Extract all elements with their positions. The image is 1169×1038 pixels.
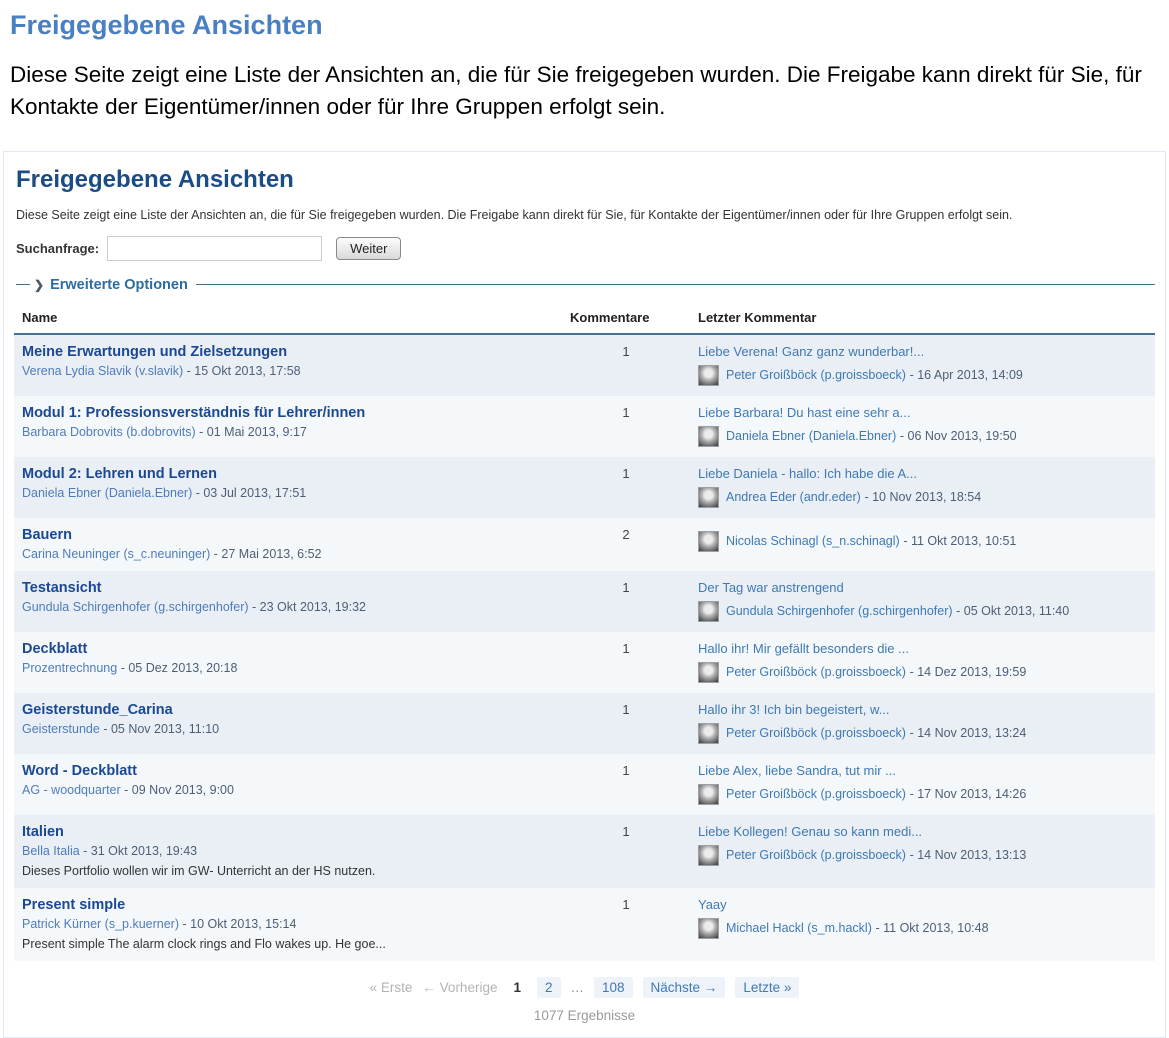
shared-views-table — [14, 303, 1155, 961]
table-row — [14, 571, 1155, 632]
column-header-last-comment: Letzter Kommentar — [690, 303, 1155, 334]
view-owner-link[interactable]: Carina Neuninger (s_c.neuninger) — [22, 546, 211, 561]
view-name-cell — [14, 571, 562, 632]
results-count: 1077 Ergebnisse — [533, 1007, 636, 1023]
last-comment-link[interactable]: Liebe Barbara! Du hast eine sehr a... — [698, 404, 911, 420]
view-description: Present simple The alarm clock rings and Flo wakes up. He goe... — [22, 936, 386, 951]
views-table-body — [14, 334, 1155, 961]
pagination-link[interactable]: Letzte » — [735, 977, 799, 998]
table-row — [14, 396, 1155, 457]
avatar-image — [698, 487, 719, 508]
last-comment-cell — [690, 334, 1155, 396]
commenter-line — [698, 723, 1147, 744]
avatar-image — [698, 365, 719, 386]
last-comment-link[interactable]: Liebe Kollegen! Genau so kann medi... — [698, 823, 923, 839]
view-date-text: - 15 Okt 2013, 17:58 — [186, 363, 301, 378]
avatar-image — [698, 426, 719, 447]
commenter-link[interactable]: Daniela Ebner (Daniela.Ebner) — [726, 429, 897, 444]
comment-count: 1 — [622, 579, 630, 595]
view-date-text: - 03 Jul 2013, 17:51 — [195, 485, 307, 500]
comment-count: 1 — [622, 640, 630, 656]
last-comment-link[interactable]: Hallo ihr! Mir gefällt besonders die ... — [698, 640, 909, 656]
view-date-text: - 01 Mai 2013, 9:17 — [199, 424, 307, 439]
comment-date-text: - 14 Dez 2013, 19:59 — [909, 665, 1027, 680]
chevron-right-icon: ❯ — [34, 277, 45, 292]
commenter-line — [698, 487, 1147, 508]
last-comment-link[interactable]: Der Tag war anstrengend — [698, 579, 844, 595]
comment-count: 1 — [622, 404, 630, 420]
commenter-link[interactable]: Nicolas Schinagl (s_n.schinagl) — [726, 534, 900, 549]
avatar-image — [698, 784, 719, 805]
avatar-image — [698, 531, 719, 552]
avatar-image — [698, 662, 719, 683]
view-title-link[interactable]: Bauern — [22, 526, 72, 543]
view-owner-line — [22, 917, 554, 931]
view-owner-line — [22, 722, 554, 736]
view-owner-link[interactable]: Gundula Schirgenhofer (g.schirgenhofer) — [22, 599, 249, 614]
column-header-comments: Kommentare — [562, 303, 690, 334]
last-comment-cell — [690, 815, 1155, 888]
view-name-cell — [14, 334, 562, 396]
last-comment-cell — [690, 457, 1155, 518]
comment-count-cell — [562, 518, 690, 571]
search-submit-button[interactable]: Weiter — [336, 237, 401, 260]
view-date-text: - 09 Nov 2013, 9:00 — [124, 782, 234, 797]
commenter-link[interactable]: Michael Hackl (s_m.hackl) — [726, 921, 872, 936]
view-owner-link[interactable]: Geisterstunde — [22, 721, 100, 736]
view-date-text: - 05 Nov 2013, 11:10 — [103, 721, 220, 736]
commenter-link[interactable]: Peter Groißböck (p.groissboeck) — [726, 726, 906, 741]
pagination-ellipsis: … — [570, 979, 584, 995]
pagination-disabled-link: ← Vorherige — [422, 979, 498, 995]
view-date-text: - 23 Okt 2013, 19:32 — [252, 599, 366, 614]
commenter-link[interactable]: Andrea Eder (andr.eder) — [726, 490, 861, 505]
view-title-link[interactable]: Present simple — [22, 896, 126, 913]
view-title-link[interactable]: Testansicht — [22, 579, 102, 596]
view-title-link[interactable]: Word - Deckblatt — [22, 762, 137, 779]
comment-count-cell — [562, 457, 690, 518]
table-row — [14, 334, 1155, 396]
pagination-link[interactable]: 108 — [594, 977, 633, 998]
view-title-link[interactable]: Meine Erwartungen und Zielsetzungen — [22, 343, 288, 360]
commenter-line — [698, 365, 1147, 386]
comment-count: 1 — [622, 896, 630, 912]
panel-title: Freigegebene Ansichten — [16, 165, 294, 193]
comment-date-text: - 14 Nov 2013, 13:24 — [909, 726, 1027, 741]
view-name-cell — [14, 518, 562, 571]
comment-count-cell — [562, 693, 690, 754]
shared-views-panel — [3, 151, 1166, 1038]
view-owner-line — [22, 364, 554, 378]
last-comment-cell — [690, 396, 1155, 457]
pagination-current-page: 1 — [513, 979, 521, 995]
view-title-link[interactable]: Modul 1: Professionsverständnis für Lehrer/innen — [22, 404, 366, 421]
view-title-link[interactable]: Modul 2: Lehren und Lernen — [22, 465, 217, 482]
view-name-cell — [14, 457, 562, 518]
commenter-link[interactable]: Peter Groißböck (p.groissboeck) — [726, 665, 906, 680]
view-date-text: - 05 Dez 2013, 20:18 — [120, 660, 238, 675]
view-owner-line — [22, 547, 554, 561]
table-row — [14, 754, 1155, 815]
commenter-link[interactable]: Gundula Schirgenhofer (g.schirgenhofer) — [726, 604, 953, 619]
comment-count: 2 — [622, 526, 630, 542]
advanced-options-link[interactable]: Erweiterte Optionen — [50, 276, 188, 293]
commenter-link[interactable]: Peter Groißböck (p.groissboeck) — [726, 848, 906, 863]
comment-count-cell — [562, 815, 690, 888]
last-comment-cell — [690, 571, 1155, 632]
comment-count: 1 — [622, 762, 630, 778]
commenter-link[interactable]: Peter Groißböck (p.groissboeck) — [726, 787, 906, 802]
panel-intro: Diese Seite zeigt eine Liste der Ansichten an, die für Sie freigegeben wurden. Die Freigabe kann direkt für Sie, für Kontakte der Eigentümer/innen oder für Ihre Gruppen erfolgt sein. — [16, 207, 1013, 222]
comment-date-text: - 16 Apr 2013, 14:09 — [909, 368, 1023, 383]
last-comment-cell — [690, 754, 1155, 815]
commenter-line — [698, 531, 1147, 552]
table-row — [14, 632, 1155, 693]
view-date-text: - 27 Mai 2013, 6:52 — [213, 546, 322, 561]
avatar-image — [698, 723, 719, 744]
last-comment-link[interactable]: Liebe Verena! Ganz ganz wunderbar!... — [698, 343, 925, 359]
legend-rule — [196, 284, 1155, 285]
view-title-link[interactable]: Deckblatt — [22, 640, 88, 657]
view-owner-link[interactable]: AG - woodquarter — [22, 782, 121, 797]
last-comment-cell — [690, 693, 1155, 754]
table-row — [14, 693, 1155, 754]
page-title: Freigegebene Ansichten — [10, 10, 323, 40]
view-owner-line — [22, 783, 554, 797]
view-owner-link[interactable]: Daniela Ebner (Daniela.Ebner) — [22, 485, 193, 500]
last-comment-link[interactable]: Liebe Alex, liebe Sandra, tut mir ... — [698, 762, 896, 778]
page-intro: Diese Seite zeigt eine Liste der Ansichten an, die für Sie freigegeben wurden. Die Freigabe kann direkt für Sie, für Kontakte der Eigentümer/innen oder für Ihre Gruppen erfolgt sein. — [10, 62, 1142, 119]
table-row — [14, 815, 1155, 888]
comment-date-text: - 05 Okt 2013, 11:40 — [956, 604, 1070, 619]
table-row — [14, 518, 1155, 571]
view-owner-link[interactable]: Prozentrechnung — [22, 660, 118, 675]
table-row — [14, 457, 1155, 518]
view-owner-link[interactable]: Bella Italia — [22, 843, 80, 858]
commenter-line — [698, 845, 1147, 866]
pagination-link[interactable]: Nächste → — [643, 977, 726, 998]
last-comment-cell — [690, 518, 1155, 571]
comment-count: 1 — [622, 823, 630, 839]
comment-count: 1 — [622, 465, 630, 481]
comment-count-cell — [562, 754, 690, 815]
comment-date-text: - 11 Okt 2013, 10:48 — [875, 921, 989, 936]
view-name-cell — [14, 632, 562, 693]
view-name-cell — [14, 754, 562, 815]
legend-dash — [16, 284, 30, 285]
view-name-cell — [14, 396, 562, 457]
avatar-image — [698, 918, 719, 939]
last-comment-cell — [690, 888, 1155, 961]
view-owner-line — [22, 844, 554, 858]
commenter-line — [698, 426, 1147, 447]
view-owner-link[interactable]: Verena Lydia Slavik (v.slavik) — [22, 363, 184, 378]
commenter-line — [698, 601, 1147, 622]
comment-count: 1 — [622, 701, 630, 717]
view-owner-link[interactable]: Barbara Dobrovits (b.dobrovits) — [22, 424, 196, 439]
table-row — [14, 888, 1155, 961]
comment-count-cell — [562, 632, 690, 693]
view-date-text: - 10 Okt 2013, 15:14 — [182, 916, 297, 931]
view-owner-line — [22, 600, 554, 614]
comment-date-text: - 06 Nov 2013, 19:50 — [899, 429, 1017, 444]
view-owner-line — [22, 425, 554, 439]
view-date-text: - 31 Okt 2013, 19:43 — [83, 843, 198, 858]
commenter-line — [698, 918, 1147, 939]
pagination-disabled-link: « Erste — [369, 979, 413, 995]
search-input[interactable] — [107, 236, 322, 261]
advanced-options-toggle — [16, 277, 1155, 293]
search-form — [16, 236, 1155, 261]
pagination-link[interactable]: 2 — [537, 977, 561, 998]
avatar-image — [698, 845, 719, 866]
last-comment-link[interactable]: Hallo ihr 3! Ich bin begeistert, w... — [698, 701, 890, 717]
last-comment-link[interactable]: Liebe Daniela - hallo: Ich habe die A... — [698, 465, 917, 481]
view-name-cell — [14, 693, 562, 754]
comment-count-cell — [562, 888, 690, 961]
commenter-line — [698, 784, 1147, 805]
view-description: Dieses Portfolio wollen wir im GW- Unterricht an der HS nutzen. — [22, 863, 376, 878]
comment-count-cell — [562, 571, 690, 632]
comment-date-text: - 17 Nov 2013, 14:26 — [909, 787, 1027, 802]
page-header — [0, 0, 1169, 133]
view-title-link[interactable]: Geisterstunde_Carina — [22, 701, 173, 718]
view-title-link[interactable]: Italien — [22, 823, 64, 840]
comment-date-text: - 14 Nov 2013, 13:13 — [909, 848, 1027, 863]
view-owner-line — [22, 486, 554, 500]
pagination — [14, 977, 1155, 998]
view-owner-link[interactable]: Patrick Kürner (s_p.kuerner) — [22, 916, 180, 931]
comment-count: 1 — [622, 343, 630, 359]
view-owner-line — [22, 661, 554, 675]
avatar-image — [698, 601, 719, 622]
last-comment-link[interactable]: Yaay — [698, 896, 727, 912]
last-comment-cell — [690, 632, 1155, 693]
search-label: Suchanfrage: — [16, 240, 100, 256]
view-name-cell — [14, 815, 562, 888]
table-header-row — [14, 303, 1155, 334]
comment-count-cell — [562, 396, 690, 457]
comment-count-cell — [562, 334, 690, 396]
comment-date-text: - 10 Nov 2013, 18:54 — [864, 490, 982, 505]
comment-date-text: - 11 Okt 2013, 10:51 — [903, 534, 1017, 549]
commenter-link[interactable]: Peter Groißböck (p.groissboeck) — [726, 368, 906, 383]
commenter-line — [698, 662, 1147, 683]
column-header-name: Name — [14, 303, 562, 334]
view-name-cell — [14, 888, 562, 961]
